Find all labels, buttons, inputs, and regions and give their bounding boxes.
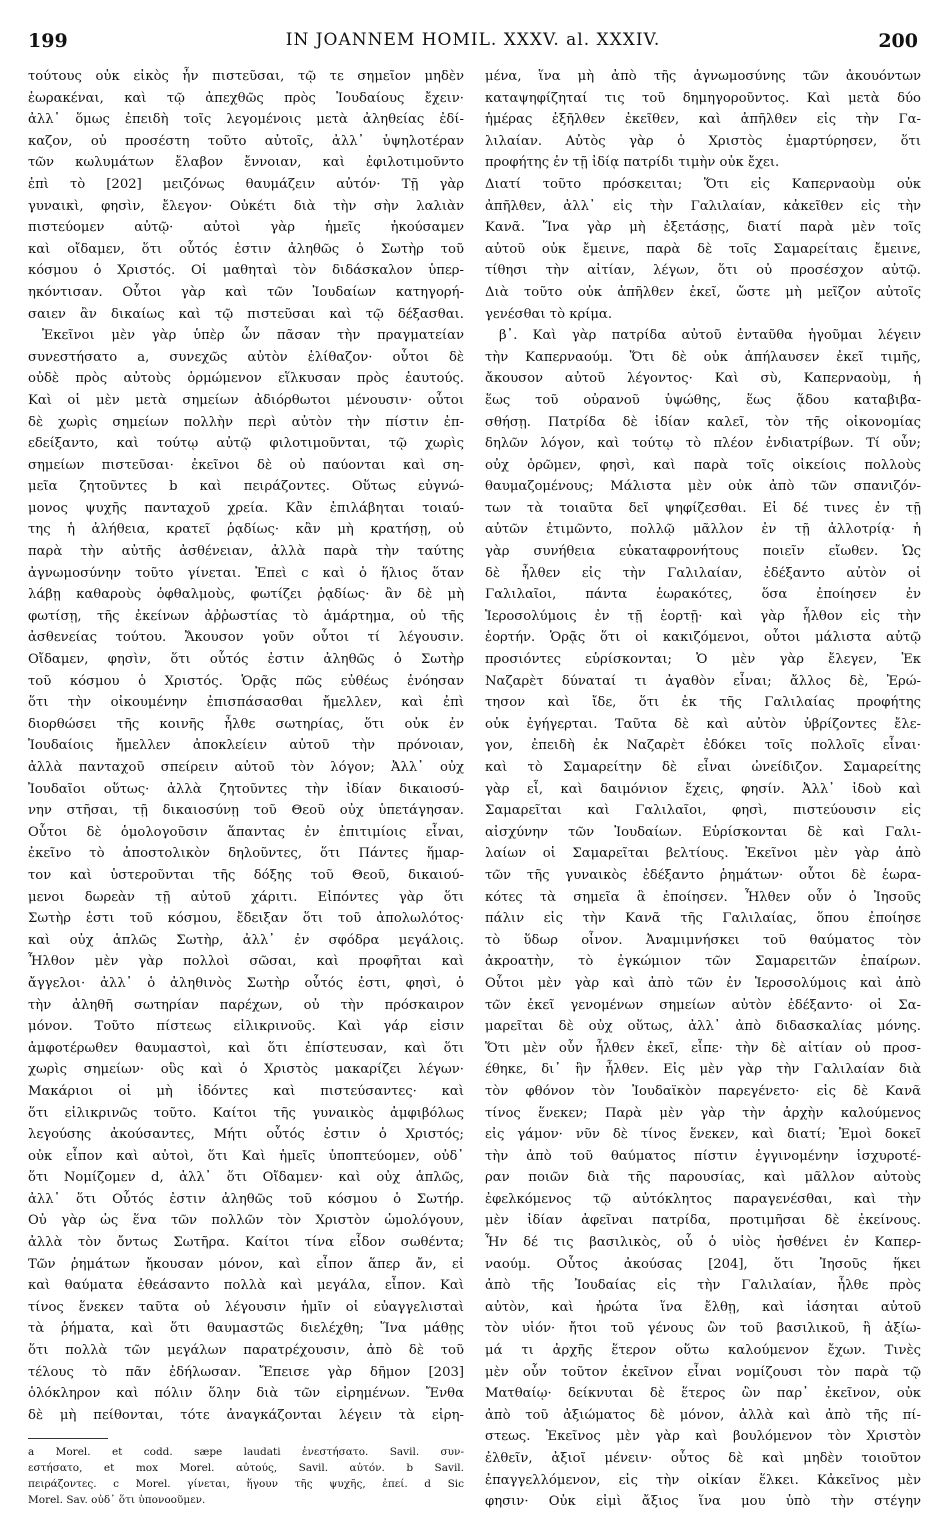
text-line: τίθησι τὴν αἰτίαν, λέγων, ὅτι οὐ προσέσχον αὐτῷ.	[485, 263, 921, 279]
text-line: λεγούσης ἀκούσαντες, Μήτι οὗτός ἐστιν ὁ Χριστός;	[28, 1127, 464, 1143]
text-line: ἀπὸ τοῦ ἀξιώματος δὲ μόνον, ἀλλὰ καὶ ἀπὸ τῆς πί-	[485, 1407, 921, 1423]
text-line: χωρὶς σημείων· οὓς καὶ ὁ Χριστὸς μακαρίζει λέγων·	[28, 1062, 464, 1078]
text-line: Ἦν δέ τις βασιλικὸς, οὗ ὁ υἱὸς ἠσθένει ἐν Καπερ-	[485, 1235, 921, 1251]
text-line: Οὗτοι μὲν γὰρ καὶ ἀπὸ τῶν ἐν Ἱεροσολύμοις καὶ ἀπὸ	[485, 975, 921, 991]
text-line: Ὅτι μὲν οὖν ἦλθεν ἐκεῖ, εἶπε· τὴν δὲ αἰτίαν οὐ προσ-	[485, 1040, 921, 1056]
text-line: προφήτης ἐν τῇ ἰδίᾳ πατρίδι τιμὴν οὐκ ἔχει.	[485, 155, 780, 171]
text-line: συνεστήσατο a, συνεχῶς αὐτὸν ἐλίθαζον· οὗτοι δὲ	[28, 349, 464, 365]
text-line: τίνος ἕνεκεν; Παρὰ μὲν γὰρ τὴν ἀρχὴν καλούμενος	[485, 1105, 921, 1121]
text-line: της ἡ ἀλήθεια, κρατεῖ ῥᾳδίως· κἂν μὴ κρατήσῃ, οὐ	[28, 522, 464, 538]
text-line: μὲν οὖν τοῦτον ἐκεῖνον εἶναι νομίζουσι τὸν παρὰ τῷ	[485, 1364, 921, 1380]
text-line: ἑορτήν. Ὁρᾷς ὅτι οἱ κακιζόμενοι, οὗτοι μάλιστα αὐτῷ	[485, 630, 921, 646]
text-line: τῶν κωλυμάτων ἔλαβον ἔννοιαν, καὶ ἐφιλοτιμοῦντο	[28, 155, 464, 171]
text-line: δὲ χωρὶς σημείων πολλὴν περὶ αὐτὸν τὴν πίστιν ἐπ-	[28, 414, 464, 430]
text-line: τὸ ὕδωρ οἶνον. Ἀναμιμνήσκει τοῦ θαύματος τὸν	[485, 932, 921, 948]
text-line: κότες τὰ σημεῖα ἃ ἐποίησεν. Ἦλθεν οὖν ὁ Ἰησοῦς	[485, 889, 921, 905]
text-line: δὲ μὴ πείθονται, τότε ἀναγκάζονται λέγειν τὰ εἰρη-	[28, 1407, 464, 1423]
text-line: τὸν υἱόν· ἤτοι τοῦ γένους ὢν τοῦ βασιλικοῦ, ἢ ἀξίω-	[485, 1321, 921, 1337]
footnote-rule	[28, 1438, 108, 1439]
text-line: ἀπῆλθεν, ἀλλ᾽ εἰς τὴν Γαλιλαίαν, κἀκεῖθεν εἰς τὴν	[485, 198, 921, 214]
text-line: ἄκουσον αὐτοῦ λέγοντος· Καὶ σὺ, Καπερναοὺμ, ἡ	[485, 371, 921, 387]
text-line: κόσμου ὁ Χριστός. Οἱ μαθηταὶ τὸν διδάσκαλον ὑπερ-	[28, 263, 464, 279]
text-line: Ἰουδαῖοι οὕτως· ἀλλὰ ζητοῦντες τὴν ἰδίαν δικαιοσύ-	[28, 781, 464, 797]
text-line: σαιεν ἂν δικαίως καὶ τῷ πιστεῦσαι καὶ τῷ δέξασθαι.	[28, 306, 464, 322]
text-line: διορθώσει τῆς κοινῆς ἦλθε σωτηρίας, ὅτι οὐκ ἐν	[28, 716, 464, 732]
text-line: ἐκεῖνο τὸ ἀποστολικὸν δηλοῦντες, ὅτι Πάντες ἥμαρ-	[28, 846, 464, 862]
text-line: ἡμέρας ἐξῆλθεν ἐκεῖθεν, καὶ ἀπῆλθεν εἰς τὴν Γα-	[485, 112, 921, 128]
text-line: καζον, οὐ προσέστη τοῦτο αὐτοῖς, ἀλλ᾽ ὑψηλοτέραν	[28, 133, 464, 149]
text-line: ἀσθενείας τούτου. Ἄκουσον γοῦν οὗτοι τί λέγουσιν.	[28, 630, 464, 646]
text-line: σθήσῃ. Πατρίδα δὲ ἰδίαν καλεῖ, τὸν τῆς οἰκονομίας	[485, 414, 921, 430]
text-line: Ἦλθον μὲν γὰρ πολλοὶ σῶσαι, καὶ προφῆται καὶ	[28, 954, 464, 970]
text-line: β᾽. Καὶ γὰρ πατρίδα αὐτοῦ ἐνταῦθα ἡγοῦμαι λέγειν	[499, 328, 921, 344]
text-line: Καὶ οἱ μὲν μετὰ σημείων ἀδιόρθωτοι μένουσιν· οὗτοι	[28, 392, 464, 408]
text-line: παρὰ τὴν αὐτῆς ἀσθένειαν, ἀλλὰ παρὰ τὴν ταύτης	[28, 544, 464, 560]
text-line: τὴν ἀπὸ τοῦ θαύματος πίστιν ἐγγινομένην ἰσχυροτέ-	[485, 1148, 921, 1164]
text-line: τοῦ κόσμου ὁ Χριστός. Ὁρᾷς πῶς εὐθέως ἐνόησαν	[28, 673, 464, 689]
left-column	[28, 66, 464, 1426]
text-line: ὅτι Νομίζομεν d, ἀλλ᾽ ὅτι Οἴδαμεν· καὶ οὐχ ἁπλῶς,	[28, 1170, 464, 1186]
text-line: δὲ ἦλθεν εἰς τὴν Γαλιλαίαν, ἐδέξαντο αὐτὸν οἱ	[485, 565, 921, 581]
text-line: λάβῃ καθαροὺς ὀφθαλμοὺς, φωτίζει ῥᾳδίως· ἂν δὲ μὴ	[28, 587, 464, 603]
text-line: Ἰουδαίοις ἤμελλεν ἀποκλείειν αὐτοῦ τὴν πρόνοιαν,	[28, 738, 464, 754]
text-line: ἕως τοῦ οὐρανοῦ ὑψώθης, ἕως ᾅδου καταβιβα-	[485, 392, 921, 408]
footnote-line: πειράζοντες. c Morel. γίνεται, ἥγουν τῆς ψυχῆς, ἐπεί. d Sic	[28, 1478, 464, 1490]
page-number-right: 200	[878, 30, 918, 52]
text-line: ἀλλὰ πανταχοῦ σπείρειν αὐτοῦ τὸν λόγον; Ἀλλ᾽ οὐχ	[28, 760, 464, 775]
text-line: μόνον. Τοῦτο πίστεως εἰλικρινοῦς. Καὶ γάρ εἰσιν	[28, 1019, 464, 1035]
text-line: καὶ οἴδαμεν, ὅτι οὗτός ἐστιν ἀληθῶς ὁ Σωτὴρ τοῦ	[28, 241, 464, 257]
text-line: φησιν· Οὐκ εἰμὶ ἄξιος ἵνα μου ὑπὸ τὴν στέγην	[485, 1494, 921, 1510]
text-line: γὰρ εἶ, καὶ δαιμόνιον ἔχεις, φησίν. Ἀλλ᾽ ἰδοὺ καὶ	[485, 781, 921, 797]
text-line: τὸν φθόνον τὸν Ἰουδαϊκὸν παρεγένετο· εἰς δὲ Κανᾶ	[485, 1083, 921, 1099]
text-line: Ἱεροσολύμοις ἐν τῇ ἑορτῇ· καὶ γὰρ ἦλθον εἰς τὴν	[485, 608, 921, 624]
text-line: φωτίσῃ, τῆς ἐκείνων ἀῤῥωστίας τὸ ἁμάρτημα, οὐ τῆς	[28, 608, 464, 624]
page-number-left: 199	[28, 30, 68, 52]
text-line: αἰσχύνην τῶν Ἰουδαίων. Εὑρίσκονται δὲ καὶ Γαλι-	[485, 824, 921, 840]
text-line: ἑωρακέναι, καὶ τῷ ἀπεχθῶς πρὸς Ἰουδαίους ἔχειν·	[28, 90, 464, 106]
text-line: μεῖα ζητοῦντες b καὶ πειράζοντες. Οὕτως εὐγνώ-	[28, 479, 464, 495]
text-line: Ματθαίῳ· δείκνυται δὲ ἕτερος ὢν παρ᾽ ἐκεῖνον, οὐκ	[485, 1386, 921, 1402]
text-line: Γαλιλαῖοι, πάντα ἑωρακότες, ὅσα ἐποίησεν ἐν	[485, 587, 921, 603]
text-line: οὐκ ἐγήγερται. Ταῦτα δὲ καὶ αὐτὸν ὑβρίζοντες ἔλε-	[485, 716, 921, 732]
footnote-line: εστήσατο, et mox Morel. αὐτούς, Savil. αὐτόν. b Savil.	[28, 1462, 464, 1474]
text-line: ναούμ. Οὗτος ἀκούσας [204], ὅτι Ἰησοῦς ἥκει	[485, 1256, 921, 1272]
text-line: οὐκ εἶπον καὶ αὐτοὶ, ὅτι Καὶ ἡμεῖς ὑποπτεύομεν, οὐδ᾽	[28, 1148, 464, 1164]
text-line: ἐφελκόμενος τῷ αὐτόκλητος παραγενέσθαι, καὶ τὴν	[485, 1191, 921, 1207]
text-line: μὲν ἰδίαν ἀφεῖναι πατρίδα, προτιμῆσαι δὲ ἐκείνους.	[485, 1213, 921, 1229]
text-line: τὴν Καπερναούμ. Ὅτι δὲ οὐκ ἀπήλαυσεν ἐκεῖ τιμῆς,	[485, 349, 921, 365]
text-line: οὐχ ὁρῶμεν, φησὶ, καὶ παρὰ τοῖς οἰκείοις πολλοὺς	[485, 457, 921, 473]
footnote-line: Morel. Sav. οὐδ᾽ ὅτι ὑπονοοῦμεν.	[28, 1494, 206, 1506]
text-line: μένα, ἵνα μὴ ἀπὸ τῆς ἀγνωμοσύνης τῶν ἀκουόντων	[485, 69, 921, 84]
text-line: νην στῆσαι, τῇ δικαιοσύνῃ τοῦ Θεοῦ οὐχ ὑπετάγησαν.	[28, 803, 464, 819]
text-line: ἐπὶ τὸ [202] μειζόνως θαυμάζειν αὐτόν· Τῇ γὰρ	[28, 176, 464, 192]
text-line: Οἴδαμεν, φησὶν, ὅτι οὗτός ἐστιν ἀληθῶς ὁ Σωτὴρ	[28, 652, 464, 668]
text-line: τῶν τῆς γυναικὸς ἐδέξαντο ῥημάτων· οὗτοι δὲ ἑωρα-	[485, 867, 921, 883]
text-line: Σαμαρεῖται καὶ Γαλιλαῖοι, φησὶ, πιστεύουσιν εἰς	[485, 803, 921, 819]
text-line: μονος ψυχῆς πανταχοῦ χρεία. Κἂν ἐπιλάβηται τοιαύ-	[28, 500, 464, 516]
text-line: ἀγνωμοσύνην τοῦτο γίνεται. Ἐπεὶ c καὶ ὁ ἥλιος ὅταν	[28, 565, 464, 581]
text-line: Διατί τοῦτο πρόσκειται; Ὅτι εἰς Καπερναοὺμ οὐκ	[485, 176, 921, 192]
text-line: ἀλλ᾽ ὅμως ἐπειδὴ τοῖς λεγομένοις μετὰ ἀληθείας ἐδί-	[28, 112, 464, 128]
text-line: γυναικὶ, φησὶν, ἔλεγον· Οὐκέτι διὰ τὴν σὴν λαλιὰν	[28, 198, 464, 214]
text-line: ἀπὸ τῆς Ἰουδαίας εἰς τὴν Γαλιλαίαν, ἦλθε πρὸς	[485, 1278, 921, 1294]
text-line: αὐτὸν, καὶ ἠρώτα ἵνα ἔλθῃ, καὶ ἰάσηται αὐτοῦ	[485, 1299, 921, 1315]
text-line: θαυμαζομένους; Μάλιστα μὲν οὐκ ἀπὸ τῶν σπανιζόν-	[485, 479, 921, 495]
right-column	[485, 66, 921, 1513]
text-line: έθηκε, δι᾽ ἣν ἦλθεν. Εἰς μὲν γὰρ τὴν Γαλιλαίαν διὰ	[485, 1062, 921, 1078]
text-line: τῶν ἐκεῖ γενομένων σημείων αὐτὸν ἐδέξαντο· οἱ Σα-	[485, 997, 921, 1013]
text-line: λιλαίαν. Αὐτὸς γὰρ ὁ Χριστὸς ἐμαρτύρησεν, ὅτι	[485, 133, 921, 149]
text-line: αὐτῶν ἐτιμῶντο, πολλῷ μᾶλλον ἐν τῇ ἀλλοτρίᾳ· ἡ	[485, 522, 921, 538]
text-line: μά τι ἀρχῆς ἕτερον οὕτω καλούμενον ἔχων. Τινὲς	[485, 1343, 921, 1359]
text-line: προσιόντες εὑρίσκονται; Ὁ μὲν γὰρ ἔλεγεν, Ἐκ	[485, 652, 921, 668]
text-line: καὶ οὐχ ἁπλῶς Σωτὴρ, ἀλλ᾽ ἐν σφόδρα μεγάλοις.	[28, 932, 464, 948]
text-line: ηκόντισαν. Οὗτοι γὰρ καὶ τῶν Ἰουδαίων κατηγορή-	[28, 284, 464, 300]
text-line: πάλιν εἰς τὴν Κανᾶ τῆς Γαλιλαίας, ὅπου ἐποίησε	[485, 911, 921, 927]
text-line: καταψηφίζηταί τις τοῦ δημηγοροῦντος. Καὶ μετὰ δύο	[485, 90, 921, 106]
text-line: τησον καὶ ἴδε, ὅτι ἐκ τῆς Γαλιλαίας προφήτης	[485, 695, 921, 711]
text-line: ἀμφοτέρωθεν θαυμαστοὶ, καὶ ὅτι ἐπίστευσαν, καὶ ὅτι	[28, 1040, 464, 1056]
text-line: Ἐκεῖνοι μὲν γὰρ ὑπὲρ ὧν πᾶσαν τὴν πραγματείαν	[42, 328, 464, 344]
text-line: ὅτι πολλὰ τῶν μεγάλων παρατρέχουσιν, ἀπὸ δὲ τοῦ	[28, 1343, 464, 1359]
text-line: λαίων οἱ Σαμαρεῖται βελτίους. Ἐκεῖνοι μὲν γὰρ ἀπὸ	[485, 846, 921, 862]
text-line: ὅτι εἰλικρινῶς τοῦτο. Καίτοι τῆς γυναικὸς ἀμφιβόλως	[28, 1105, 464, 1121]
text-line: Διὰ τοῦτο οὐκ ἀπῆλθεν ἐκεῖ, ὥστε μὴ μεῖζον αὐτοῖς	[485, 284, 921, 300]
text-line: μαρεῖται δὲ οὐχ οὕτως, ἀλλ᾽ ἀπὸ διδασκαλίας μόνης.	[485, 1019, 921, 1035]
text-line: των τὰ τοιαῦτα δεῖ ψηφίζεσθαι. Εἰ δέ τινες ἐν τῇ	[485, 500, 921, 516]
text-line: ἄγγελοι· ἀλλ᾽ ὁ ἀληθινὸς Σωτὴρ οὗτός ἐστι, φησὶ, ὁ	[28, 975, 464, 991]
text-line: τούτους οὐκ εἰκὸς ἦν πιστεῦσαι, τῷ τε σημεῖον μηδὲν	[28, 69, 464, 84]
text-line: ἀλλὰ τὸν ὄντως Σωτῆρα. Καίτοι τίνα εἶδον σωθέντα;	[28, 1235, 464, 1251]
text-line: τὰ ῥήματα, καὶ ὅτι θαυμαστῶς διελέχθη; Ἵνα μάθῃς	[28, 1321, 464, 1337]
text-line: Τῶν ῥημάτων ἤκουσαν μόνον, καὶ εἶπον ἅπερ ἄν, εἰ	[28, 1256, 464, 1272]
text-line: τον καὶ ὑστεροῦνται τῆς δόξης τοῦ Θεοῦ, δικαιού-	[28, 867, 464, 883]
text-line: καὶ θαύματα ἐθεάσαντο πολλὰ καὶ μεγάλα, εἶπον. Καὶ	[28, 1278, 464, 1294]
footnote-line: a Morel. et codd. sæpe laudati ἐνεστήσατο. Savil. συν-	[28, 1446, 464, 1458]
text-line: Ναζαρὲτ δύναταί τι ἀγαθὸν εἶναι; ἄλλος δὲ, Ἐρώ-	[485, 673, 921, 689]
text-line: οὐδὲ πρὸς αὐτοὺς ὁρμώμενον εἵλκυσαν πρὸς ἑαυτούς.	[28, 371, 464, 387]
text-line: Οὗτοι δὲ ὁμολογοῦσιν ἅπαντας ἐν ἐπιτιμίοις εἶναι,	[28, 824, 464, 840]
text-line: μενοι δωρεὰν τῇ αὐτοῦ χάριτι. Εἰπόντες γὰρ ὅτι	[28, 889, 464, 905]
text-line: Κανᾶ. Ἵνα γὰρ μὴ ἐξετάσῃς, διατί παρὰ μὲν τοῖς	[485, 220, 921, 236]
text-line: Οὐ γὰρ ὡς ἕνα τῶν πολλῶν τὸν Χριστὸν ὡμολόγουν,	[28, 1213, 464, 1229]
text-line: Σωτὴρ ἐστι τοῦ κόσμου, ἔδειξαν ὅτι τοῦ ἀπολωλότος·	[28, 911, 464, 927]
text-line: δηλῶν λόγον, καὶ τούτῳ τὸ πλέον ἐνδιατρίβων. Τί οὖν;	[485, 436, 921, 452]
text-line: εδείξαντο, καὶ τούτῳ αὐτῷ φιλοτιμοῦνται, τῷ χωρὶς	[28, 436, 464, 452]
footnotes	[28, 1444, 464, 1508]
running-title: IN JOANNEM HOMIL. XXXV. al. XXXIV.	[285, 30, 661, 50]
text-line: τὴν ἀληθῆ σωτηρίαν παρέχων, οὐ τὴν πρόσκαιρον	[28, 997, 464, 1013]
text-line: τέλους τὸ πᾶν ἐδήλωσαν. Ἔπεισε γὰρ δῆμον [203]	[28, 1364, 464, 1380]
text-line: ἐπαγγελλόμενον, εἰς τὴν οἰκίαν ἕλκει. Κἀκεῖνος μὲν	[485, 1472, 921, 1488]
text-line: γενέσθαι τὸ κρίμα.	[485, 306, 613, 322]
text-line: στεως. Ἐκεῖνος μὲν γὰρ καὶ βουλόμενον τὸν Χριστὸν	[485, 1429, 921, 1445]
text-line: ὁλόκληρον καὶ πόλιν ὅλην διὰ τῶν εἰρημένων. Ἔνθα	[28, 1386, 464, 1402]
text-line: ἀκροατὴν, τὸ ἐγκώμιον τῶν Σαμαρειτῶν ἐπαίρων.	[485, 954, 921, 970]
text-line: ἀλλ᾽ ὅτι Οὗτός ἐστιν ἀληθῶς τοῦ κόσμου ὁ Σωτήρ.	[28, 1191, 464, 1207]
text-line: καὶ τὸ Σαμαρείτην δὲ εἶναι ὠνείδιζον. Σαμαρείτης	[485, 760, 921, 775]
text-line: αὐτοῦ οὐκ ἔμεινε, παρὰ δὲ τοῖς Σαμαρείταις ἔμεινε,	[485, 241, 921, 257]
running-header	[28, 30, 918, 60]
text-line: Μακάριοι οἱ μὴ ἰδόντες καὶ πιστεύσαντες· καὶ	[28, 1083, 464, 1099]
text-line: γον, ἐπειδὴ ἐκ Ναζαρὲτ ἐδόκει τοῖς πολλοῖς εἶναι·	[485, 738, 921, 754]
text-line: ὅτι τὴν οἰκουμένην ἐπισπάσασθαι ἤμελλεν, καὶ ἐπὶ	[28, 695, 464, 711]
text-line: εἰς γάμον· νῦν δὲ τίνος ἕνεκεν, καὶ διατί; Ἐμοὶ δοκεῖ	[485, 1127, 921, 1143]
text-line: πιστεύομεν αὐτῷ· αὐτοὶ γὰρ ἡμεῖς ἠκούσαμεν	[28, 220, 464, 236]
text-line: τίνος ἕνεκεν ταῦτα οὐ λέγουσιν ἡμῖν οἱ εὐαγγελισταὶ	[28, 1299, 464, 1315]
text-line: γὰρ συνήθεια εὐκαταφρονήτους ποιεῖν εἴωθεν. Ὡς	[485, 544, 921, 560]
text-line: ἐλθεῖν, ἀξιοῖ μένειν· οὗτος δὲ καὶ μηδὲν τοιοῦτον	[485, 1451, 921, 1466]
text-line: σημείων πιστεῦσαι· ἐκεῖνοι δὲ οὐ παύονται καὶ ση-	[28, 457, 464, 473]
text-line: ραν ποιῶν διὰ τῆς παρουσίας, καὶ μᾶλλον αὐτοὺς	[485, 1170, 921, 1186]
